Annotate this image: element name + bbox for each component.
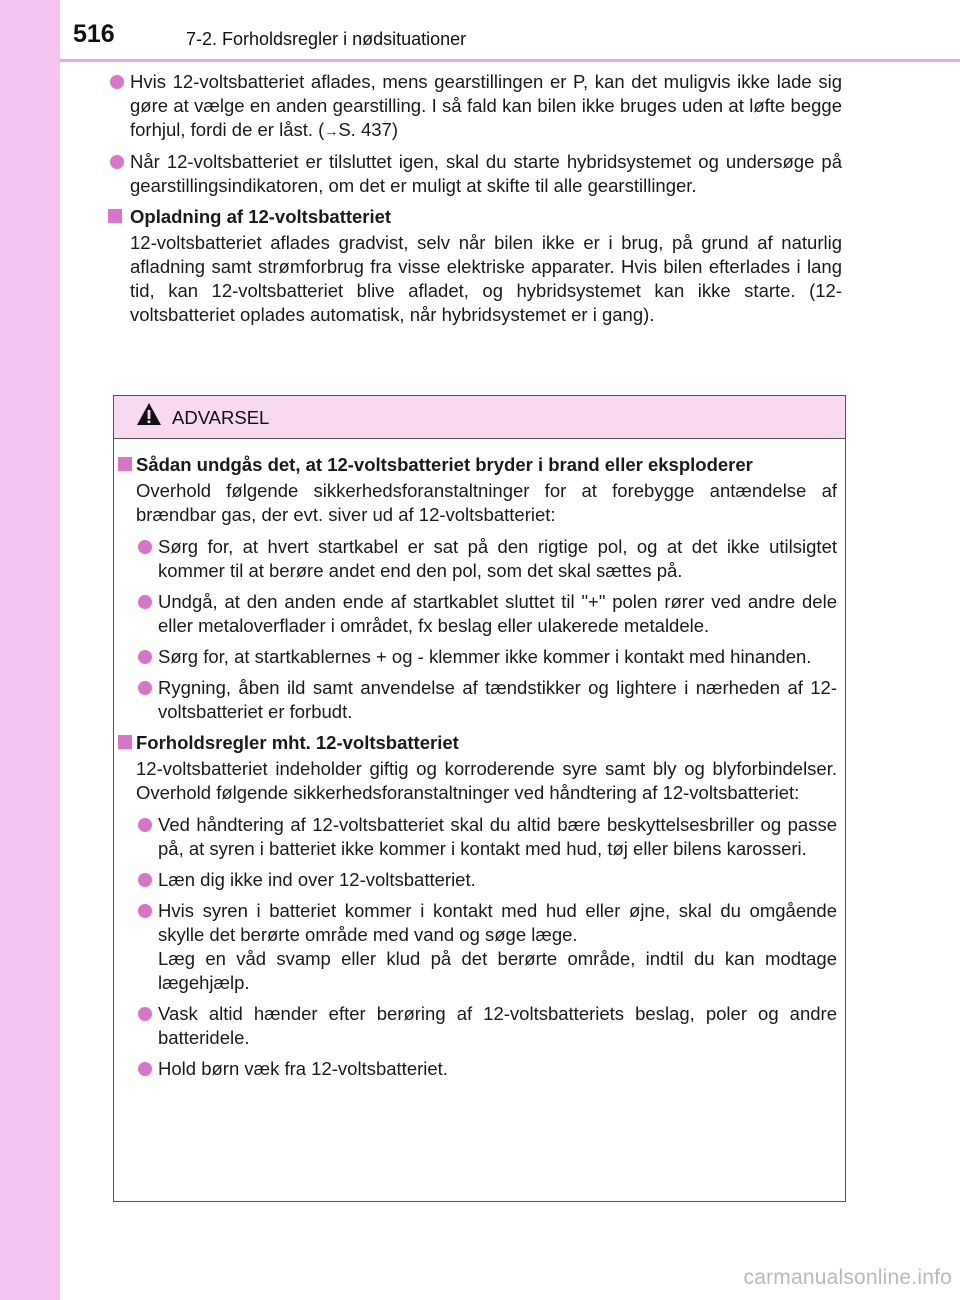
warning-bullet	[136, 899, 837, 995]
charging-heading	[108, 205, 842, 229]
warning-bullet	[136, 676, 837, 724]
bullet-dot-icon	[138, 1007, 152, 1021]
bullet-text: Når 12-voltsbatteriet er tilsluttet igen, skal du starte hybridsystemet og undersøge på gearstillingsindikatoren, om det er muligt at skifte til alle gearstillinger.	[130, 151, 842, 196]
intro-bullet	[108, 150, 842, 198]
warning-bullet	[136, 868, 837, 892]
warning-section-heading-text: Sådan undgås det, at 12-voltsbatteriet bryder i brand eller eksploderer	[136, 454, 753, 475]
square-bullet-icon	[118, 735, 132, 749]
bullet-dot-icon	[138, 818, 152, 832]
reference-arrow-icon: →	[324, 123, 339, 139]
warning-bullet	[136, 645, 837, 669]
warning-section-heading	[118, 731, 837, 755]
warning-title: ADVARSEL	[172, 407, 270, 428]
bullet-text: Sørg for, at startkablernes + og - klemmer ikke kommer i kontakt med hinanden.	[158, 646, 812, 667]
page-header	[0, 0, 960, 62]
bullet-extra-text: Læg en våd svamp eller klud på det berørte område, indtil du kan modtage lægehjælp.	[158, 948, 837, 993]
charging-paragraph: 12-voltsbatteriet aflades gradvist, selv når bilen ikke er i brug, på grund af naturlig afladning samt strømforbrug fra visse elektriske apparater. Hvis bilen efterlades i lang tid, kan 12-voltsbatteriet blive afladet, og hybridsystemet kan ikke starte. (12-voltsbatteriet oplades automatisk, når hybridsystemet er i gang).	[130, 232, 842, 325]
warning-bullet	[136, 1002, 837, 1050]
warning-body	[114, 439, 845, 1081]
warning-bullet	[136, 590, 837, 638]
bullet-dot-icon	[110, 75, 124, 89]
bullet-dot-icon	[138, 904, 152, 918]
warning-bullet	[136, 1057, 837, 1081]
warning-bullet	[136, 535, 837, 583]
warning-section-heading	[118, 453, 837, 477]
warning-section-text: Overhold følgende sikkerhedsforanstaltninger for at forebygge antændelse af brændbar gas, der evt. siver ud af 12-voltsbatteriet:	[136, 480, 837, 525]
bullet-dot-icon	[138, 1062, 152, 1076]
bullet-dot-icon	[138, 595, 152, 609]
bullet-text: Hold børn væk fra 12-voltsbatteriet.	[158, 1058, 448, 1079]
warning-section-heading-text: Forholdsregler mht. 12-voltsbatteriet	[136, 732, 459, 753]
header-divider	[60, 59, 960, 62]
section-title: 7-2. Forholdsregler i nødsituationer	[186, 29, 467, 49]
page-reference-link[interactable]: S. 437)	[338, 119, 398, 140]
page-number: 516	[73, 20, 115, 48]
bullet-dot-icon	[138, 540, 152, 554]
intro-bullet	[108, 70, 842, 143]
warning-bullet	[136, 813, 837, 861]
warning-section-text: 12-voltsbatteriet indeholder giftig og korroderende syre samt bly og blyforbindelser. Overhold følgende sikkerhedsforanstaltninger ved håndtering af 12-voltsbatteriet:	[136, 758, 837, 803]
bullet-dot-icon	[138, 681, 152, 695]
bullet-text: Hvis 12-voltsbatteriet aflades, mens gearstillingen er P, kan det muligvis ikke lade sig gøre at vælge en anden gearstilling. I så fald kan bilen ikke bruges uden at løfte begge forhjul, fordi de er låst. (	[130, 71, 842, 140]
bullet-dot-icon	[110, 155, 124, 169]
main-content	[108, 70, 842, 327]
warning-header	[114, 396, 845, 439]
square-bullet-icon	[118, 457, 132, 471]
side-color-strip	[0, 0, 60, 1300]
bullet-text: Læn dig ikke ind over 12-voltsbatteriet.	[158, 869, 476, 890]
bullet-text: Vask altid hænder efter berøring af 12-voltsbatteriets beslag, poler og andre batteridele.	[158, 1003, 837, 1048]
warning-box	[113, 395, 846, 1202]
bullet-text: Hvis syren i batteriet kommer i kontakt med hud eller øjne, skal du omgående skylle det berørte område med vand og søge læge.	[158, 900, 837, 945]
bullet-text: Undgå, at den anden ende af startkablet sluttet til "+" polen rører ved andre dele eller metaloverflader i området, fx beslag eller ulakerede metaldele.	[158, 591, 837, 636]
bullet-text: Ved håndtering af 12-voltsbatteriet skal du altid bære beskyttelsesbriller og passe på, at syren i batteriet ikke kommer i kontakt med hud, tøj eller bilens karosseri.	[158, 814, 837, 859]
square-bullet-icon	[108, 209, 122, 223]
bullet-text: Sørg for, at hvert startkabel er sat på den rigtige pol, og at det ikke utilsigtet kommer til at berøre andet end den pol, som det skal sættes på.	[158, 536, 837, 581]
charging-heading-text: Opladning af 12-voltsbatteriet	[130, 206, 392, 227]
bullet-dot-icon	[138, 650, 152, 664]
watermark: carmanualsonline.info	[743, 1266, 952, 1289]
bullet-dot-icon	[138, 873, 152, 887]
warning-triangle-icon	[136, 402, 162, 432]
bullet-text: Rygning, åben ild samt anvendelse af tændstikker og lightere i nærheden af 12-voltsbatteriet er forbudt.	[158, 677, 837, 722]
